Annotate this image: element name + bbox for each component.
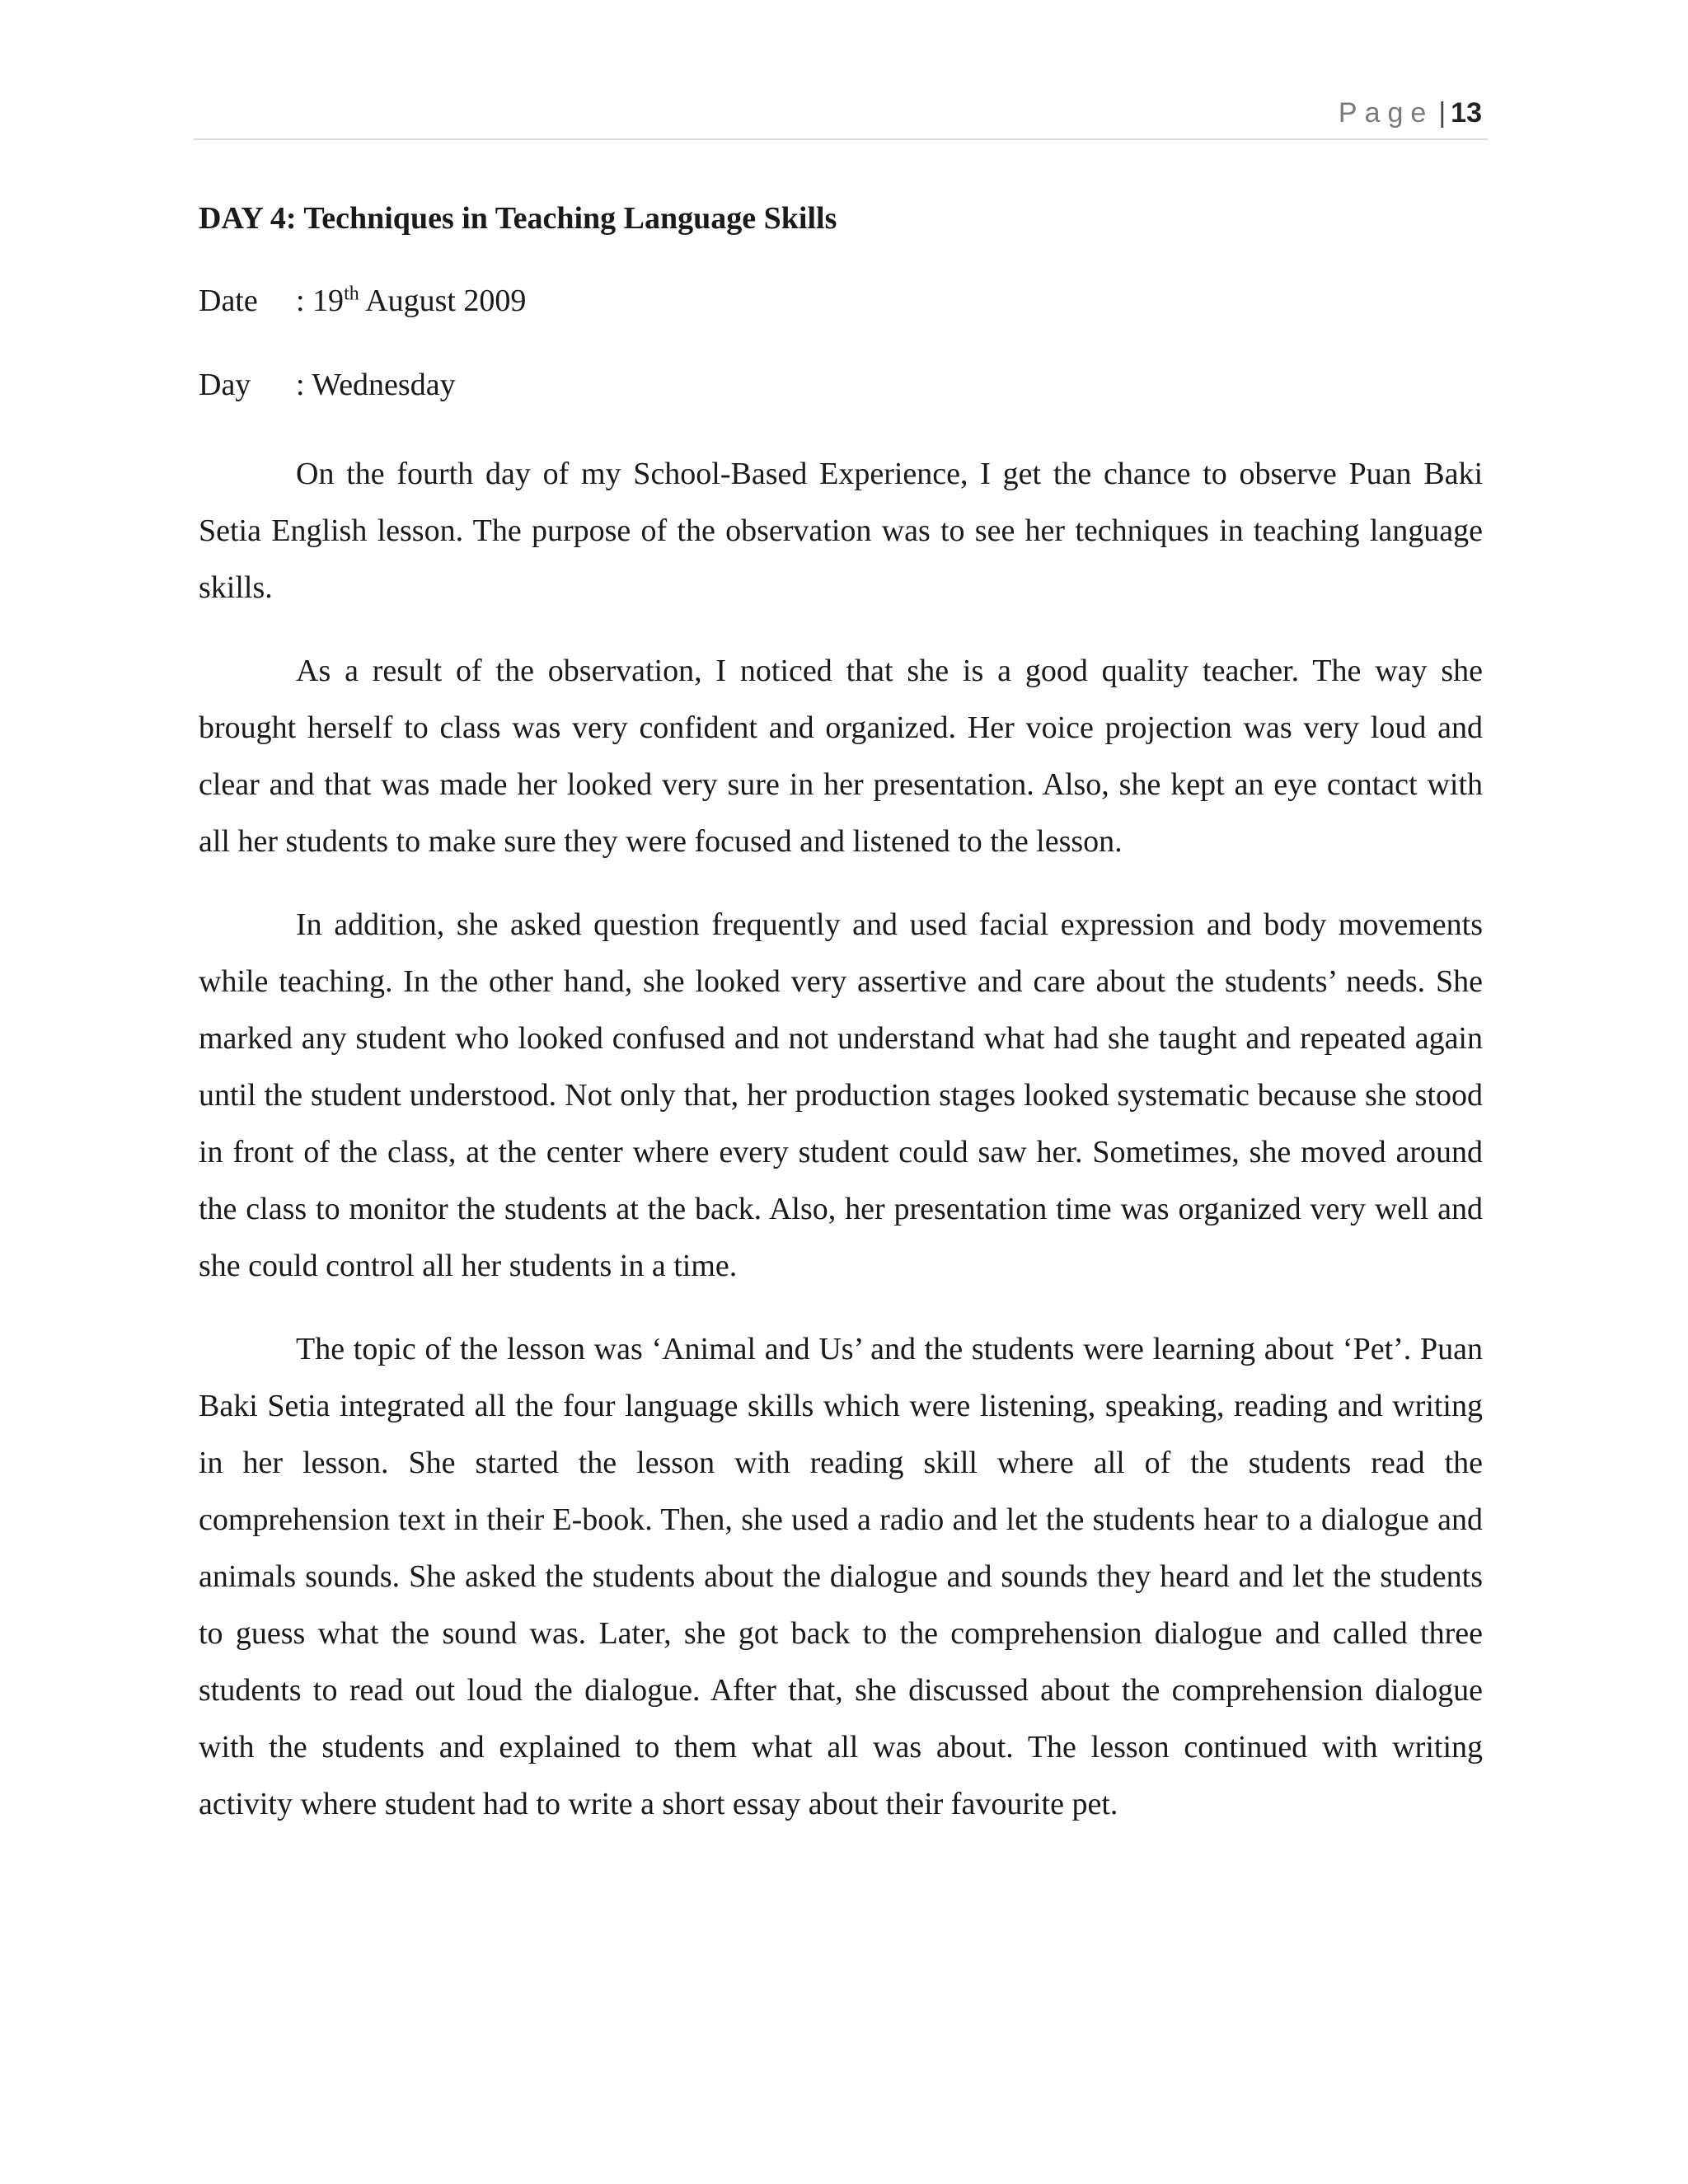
date-prefix: : 19 <box>296 284 345 318</box>
paragraph-observation: As a result of the observation, I noticed that she is a good quality teacher. The way she brought herself to class was very confident and organized. Her voice projection was very loud and clear and that was made her looked very sure in her presentation. Also, she kept an eye contact with all her students to make sure they were focused and listened to the lesson. <box>199 654 1483 859</box>
section-title: DAY 4: Techniques in Teaching Language Skills <box>199 201 837 236</box>
date-superscript: th <box>344 283 359 305</box>
date-value <box>296 278 526 324</box>
paragraph-lesson-topic: The topic of the lesson was ‘Animal and Us’ and the students were learning about ‘Pet’. Puan Baki Setia integrated all the four language skills which were listening, speaking, reading and writing in her lesson. She started the lesson with reading skill where all of the students read the comprehension text in their E-book. Then, she used a radio and let the students hear to a dialogue and animals sounds. She asked the students about the dialogue and sounds they heard and let the students to guess what the sound was. Later, she got back to the comprehension dialogue and called three students to read out loud the dialogue. After that, she discussed about the comprehension dialogue with the students and explained to them what all was about. The lesson continued with writing activity where student had to write a short essay about their favourite pet. <box>199 1332 1483 1821</box>
date-row <box>199 278 1483 324</box>
page-header <box>194 97 1488 140</box>
paragraph-teaching-style: In addition, she asked question frequently and used facial expression and body movements while teaching. In the other hand, she looked very assertive and care about the students’ needs. She marked any student who looked confused and not understand what had she taught and repeated again until the student understood. Not only that, her production stages looked systematic because she stood in front of the class, at the center where every student could saw her. Sometimes, she moved around the class to monitor the students at the back. Also, her presentation time was organized very well and she could control all her students in a time. <box>199 907 1483 1283</box>
page-word: Page <box>1338 97 1434 129</box>
date-suffix: August 2009 <box>359 284 527 318</box>
day-value: : Wednesday <box>296 368 456 402</box>
page-separator: | <box>1438 97 1447 129</box>
page-number-label <box>1339 97 1482 129</box>
page-number: 13 <box>1451 97 1482 129</box>
day-row <box>199 362 1483 408</box>
date-label: Date <box>199 284 258 318</box>
page-content <box>199 195 1483 1859</box>
day-label: Day <box>199 368 251 402</box>
paragraph-intro: On the fourth day of my School-Based Experience, I get the chance to observe Puan Baki Setia English lesson. The purpose of the observation was to see her techniques in teaching language skills. <box>199 457 1483 605</box>
